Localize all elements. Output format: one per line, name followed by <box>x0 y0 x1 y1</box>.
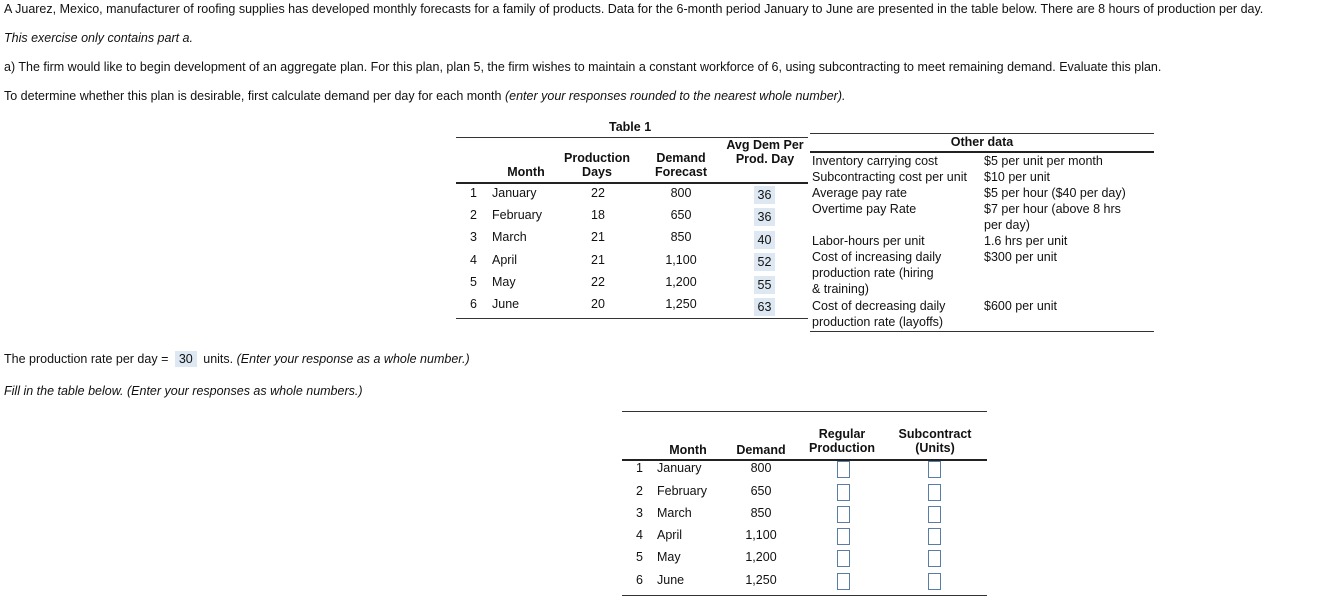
row-demand: 800 <box>670 186 692 200</box>
row-month: January <box>657 461 702 475</box>
inventory-cost-label: Inventory carrying cost <box>812 154 938 168</box>
row-demand: 850 <box>670 230 692 244</box>
subcontract-cost-label: Subcontracting cost per unit <box>812 170 967 184</box>
pay-rate-value: $5 per hour ($40 per day) <box>984 186 1126 200</box>
decrease-cost-label-cont: production rate (layoffs) <box>812 315 944 329</box>
row-days: 18 <box>591 208 605 222</box>
row-demand: 1,100 <box>665 253 697 267</box>
increase-cost-label-cont2: & training) <box>812 282 869 296</box>
row-month: March <box>492 230 527 244</box>
table1-header-demand <box>645 151 717 179</box>
production-rate-label: The production rate per day <box>4 352 158 366</box>
regular-production-input[interactable] <box>837 550 850 567</box>
row-number: 1 <box>636 461 643 475</box>
row-demand: 850 <box>750 506 772 520</box>
inventory-cost-value: $5 per unit per month <box>984 154 1103 168</box>
decrease-cost-value: $600 per unit <box>984 299 1057 313</box>
subcontract-input[interactable] <box>928 484 941 501</box>
row-number: 4 <box>470 253 477 267</box>
table1-header-avg <box>718 138 812 166</box>
table1-header-rule <box>456 182 808 184</box>
increase-cost-label: Cost of increasing daily <box>812 250 942 264</box>
problem-intro: A Juarez, Mexico, manufacturer of roofing supplies has developed monthly forecasts for a family of products. Data for the 6-month period January to June are presented in the table below. There are 8 hours of production per day. <box>4 2 1264 16</box>
table2-header-subcontract <box>891 427 979 455</box>
table2-header-subcontract-line1: Subcontract <box>898 427 972 441</box>
other-data-title: Other data <box>950 135 1014 149</box>
row-days: 22 <box>591 275 605 289</box>
table1-header-days-line2: Days <box>582 165 612 179</box>
labor-hours-label: Labor-hours per unit <box>812 234 925 248</box>
labor-hours-value: 1.6 hrs per unit <box>984 234 1068 248</box>
row-demand: 1,200 <box>665 275 697 289</box>
row-avg-answer[interactable]: 36 <box>754 208 775 226</box>
table1-header-demand-line1: Demand <box>656 151 706 165</box>
production-rate-line <box>4 351 470 367</box>
row-demand: 650 <box>670 208 692 222</box>
increase-cost-label-cont: production rate (hiring <box>812 266 934 280</box>
row-avg-answer[interactable]: 55 <box>754 276 775 294</box>
instruction-main: To determine whether this plan is desirable, first calculate demand per day for each month <box>4 89 502 103</box>
table2-header-regular-line2: Production <box>809 441 875 455</box>
table2-bottom-rule <box>622 595 987 596</box>
table2-header-regular-line1: Regular <box>818 427 866 441</box>
production-rate-answer[interactable]: 30 <box>175 351 197 367</box>
subcontract-input[interactable] <box>928 550 941 567</box>
other-data-bottom-rule <box>810 331 1154 332</box>
increase-cost-value: $300 per unit <box>984 250 1057 264</box>
production-rate-hint: (Enter your response as a whole number.) <box>236 352 470 366</box>
row-month: June <box>492 297 520 311</box>
row-number: 5 <box>470 275 477 289</box>
instruction-hint: (enter your responses rounded to the nearest whole number). <box>504 89 846 103</box>
row-month: April <box>657 528 683 542</box>
row-month: February <box>492 208 543 222</box>
table1-title: Table 1 <box>609 120 652 134</box>
table1-header-days-line1: Production <box>564 151 630 165</box>
overtime-rate-value: $7 per hour (above 8 hrs <box>984 202 1121 216</box>
row-number: 5 <box>636 550 643 564</box>
row-demand: 1,250 <box>745 573 777 587</box>
row-demand: 1,250 <box>665 297 697 311</box>
overtime-rate-label: Overtime pay Rate <box>812 202 917 216</box>
row-month: June <box>657 573 685 587</box>
regular-production-input[interactable] <box>837 506 850 523</box>
row-number: 1 <box>470 186 477 200</box>
subcontract-input[interactable] <box>928 573 941 590</box>
row-number: 2 <box>470 208 477 222</box>
row-demand: 1,100 <box>745 528 777 542</box>
row-number: 6 <box>636 573 643 587</box>
subcontract-input[interactable] <box>928 506 941 523</box>
row-number: 3 <box>636 506 643 520</box>
table1-header-days <box>557 151 637 179</box>
row-days: 22 <box>591 186 605 200</box>
equals-sign: = <box>161 352 169 366</box>
row-month: February <box>657 484 708 498</box>
other-data-top-rule <box>810 133 1154 134</box>
instruction-text <box>4 89 845 103</box>
table1-header-avg-line1: Avg Dem Per <box>726 138 804 152</box>
row-demand: 650 <box>750 484 772 498</box>
row-number: 3 <box>470 230 477 244</box>
table1-header-demand-line2: Forecast <box>654 165 708 179</box>
row-days: 21 <box>591 230 605 244</box>
table2-header-demand: Demand <box>736 443 786 457</box>
row-number: 2 <box>636 484 643 498</box>
row-demand: 1,200 <box>745 550 777 564</box>
row-avg-answer[interactable]: 63 <box>754 298 775 316</box>
row-days: 20 <box>591 297 605 311</box>
row-month: May <box>492 275 516 289</box>
decrease-cost-label: Cost of decreasing daily <box>812 299 946 313</box>
subcontract-input[interactable] <box>928 528 941 545</box>
row-number: 6 <box>470 297 477 311</box>
table2-header-month: Month <box>669 443 707 457</box>
table2-top-rule <box>622 411 987 412</box>
row-avg-answer[interactable]: 36 <box>754 186 775 204</box>
subcontract-input[interactable] <box>928 461 941 478</box>
part-a-text: a) The firm would like to begin development of an aggregate plan. For this plan, plan 5, the firm wishes to maintain a constant workforce of 6, using subcontracting to meet remaining demand. Evaluate this plan. <box>4 60 1162 74</box>
pay-rate-label: Average pay rate <box>812 186 907 200</box>
row-month: March <box>657 506 692 520</box>
table1-header-month: Month <box>507 165 545 179</box>
regular-production-input[interactable] <box>837 484 850 501</box>
regular-production-input[interactable] <box>837 461 850 478</box>
production-rate-unit: units. <box>203 352 234 366</box>
row-month: January <box>492 186 537 200</box>
overtime-rate-value-cont: per day) <box>984 218 1030 232</box>
other-data-header-rule <box>810 151 1154 153</box>
row-month: April <box>492 253 518 267</box>
row-avg-answer[interactable]: 40 <box>754 231 775 249</box>
regular-production-input[interactable] <box>837 573 850 590</box>
row-avg-answer[interactable]: 52 <box>754 253 775 271</box>
table1-header-avg-line2: Prod. Day <box>735 152 795 166</box>
row-demand: 800 <box>750 461 772 475</box>
subcontract-cost-value: $10 per unit <box>984 170 1051 184</box>
table1-bottom-rule <box>456 318 808 319</box>
row-month: May <box>657 550 681 564</box>
table2-header-regular <box>803 427 881 455</box>
regular-production-input[interactable] <box>837 528 850 545</box>
row-number: 4 <box>636 528 643 542</box>
table2-header-subcontract-line2: (Units) <box>915 441 955 455</box>
fill-instruction: Fill in the table below. (Enter your responses as whole numbers.) <box>4 384 363 398</box>
row-days: 21 <box>591 253 605 267</box>
exercise-note: This exercise only contains part a. <box>4 31 193 45</box>
